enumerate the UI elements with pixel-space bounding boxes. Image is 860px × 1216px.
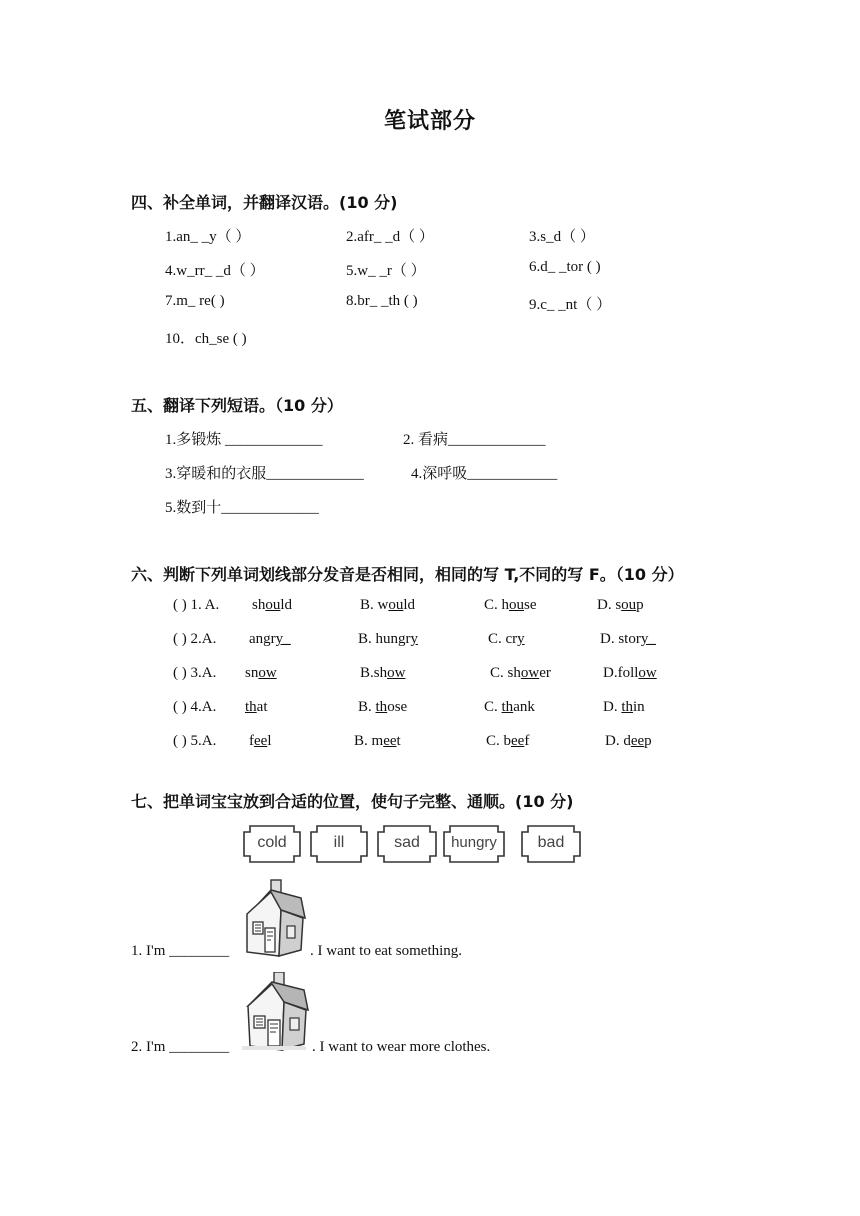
sec4-item-3: 3.s_d（ ） — [529, 229, 595, 245]
word-card-ill: ill — [310, 825, 368, 863]
sec5-item-3: 3.穿暖和的衣服_____________ — [165, 466, 364, 482]
sec6-row-2-c: C. cry — [488, 631, 525, 647]
sec6-row-3-b: B.show — [360, 665, 406, 681]
sec4-item-7: 7.m_ re( ) — [165, 293, 225, 309]
sec5-item-5: 5.数到十_____________ — [165, 500, 319, 516]
sec6-row-5-a: feel — [249, 733, 272, 749]
sec5-item-1: 1.多锻炼 _____________ — [165, 432, 323, 448]
page-title: 笔试部分 — [383, 109, 476, 134]
sec6-row-4-a: that — [245, 699, 268, 715]
word-card-bad: bad — [521, 825, 581, 863]
sec6-row-2-number: ( ) 2.A. — [173, 631, 217, 647]
sec4-item-1: 1.an_ _y（ ） — [165, 229, 251, 245]
sec6-row-4-b: B. those — [358, 699, 408, 715]
sec6-row-3-d: D.follow — [603, 665, 657, 681]
sec6-row-1-b: B. would — [360, 597, 416, 613]
house-icon — [241, 878, 307, 958]
sec4-item-8: 8.br_ _th ( ) — [346, 293, 418, 309]
sec6-row-5-c: C. beef — [486, 733, 530, 749]
sec6-row-4-d: D. thin — [603, 699, 645, 715]
sec6-row-1-c: C. house — [484, 597, 537, 613]
sec6-row-2-d: D. story_ — [600, 631, 656, 647]
sec6-row-2-a: angry_ — [249, 631, 291, 647]
section-7-heading: 七、把单词宝宝放到合适的位置，使句子完整、通顺。(10 分) — [131, 792, 574, 811]
section-5-heading: 五、翻译下列短语。（10 分） — [131, 396, 343, 415]
sec6-row-3-a: snow — [245, 665, 277, 681]
sec4-item-10: 10．ch_se ( ) — [165, 331, 247, 347]
sentence-1-start: 1. I'm ________ — [131, 943, 230, 959]
sec5-item-4: 4.深呼吸____________ — [411, 466, 558, 482]
sec6-row-4-number: ( ) 4.A. — [173, 699, 217, 715]
sec4-item-4: 4.w_rr_ _d（ ） — [165, 263, 265, 279]
sec4-item-5: 5.w_ _r（ ） — [346, 263, 426, 279]
sentence-1-end: . I want to eat something. — [310, 943, 463, 959]
sec6-row-4-c: C. thank — [484, 699, 535, 715]
sentence-2-start: 2. I'm ________ — [131, 1039, 230, 1055]
word-card-hungry: hungry — [443, 825, 505, 863]
sec6-row-5-number: ( ) 5.A. — [173, 733, 217, 749]
house-icon — [242, 972, 310, 1052]
sec4-item-2: 2.afr_ _d（ ） — [346, 229, 434, 245]
sec4-item-6: 6.d_ _tor ( ) — [529, 259, 601, 275]
sec6-row-1-d: D. soup — [597, 597, 644, 613]
sentence-2-end: . I want to wear more clothes. — [312, 1039, 491, 1055]
sec6-row-5-b: B. meet — [354, 733, 401, 749]
sec6-row-1-number: ( ) 1. A. — [173, 597, 220, 613]
sec6-row-3-c: C. shower — [490, 665, 551, 681]
sec6-row-3-number: ( ) 3.A. — [173, 665, 217, 681]
section-4-heading: 四、补全单词，并翻译汉语。(10 分) — [131, 193, 398, 212]
sec6-row-2-b: B. hungry — [358, 631, 418, 647]
section-6-heading: 六、判断下列单词划线部分发音是否相同，相同的写 T,不同的写 F。（10 分） — [131, 565, 684, 584]
sec5-item-2: 2. 看病_____________ — [403, 432, 546, 448]
word-card-sad: sad — [377, 825, 437, 863]
sec6-row-1-a: should — [252, 597, 293, 613]
word-card-cold: cold — [243, 825, 301, 863]
sec6-row-5-d: D. deep — [605, 733, 652, 749]
sec4-item-9: 9.c_ _nt（ ） — [529, 297, 612, 313]
